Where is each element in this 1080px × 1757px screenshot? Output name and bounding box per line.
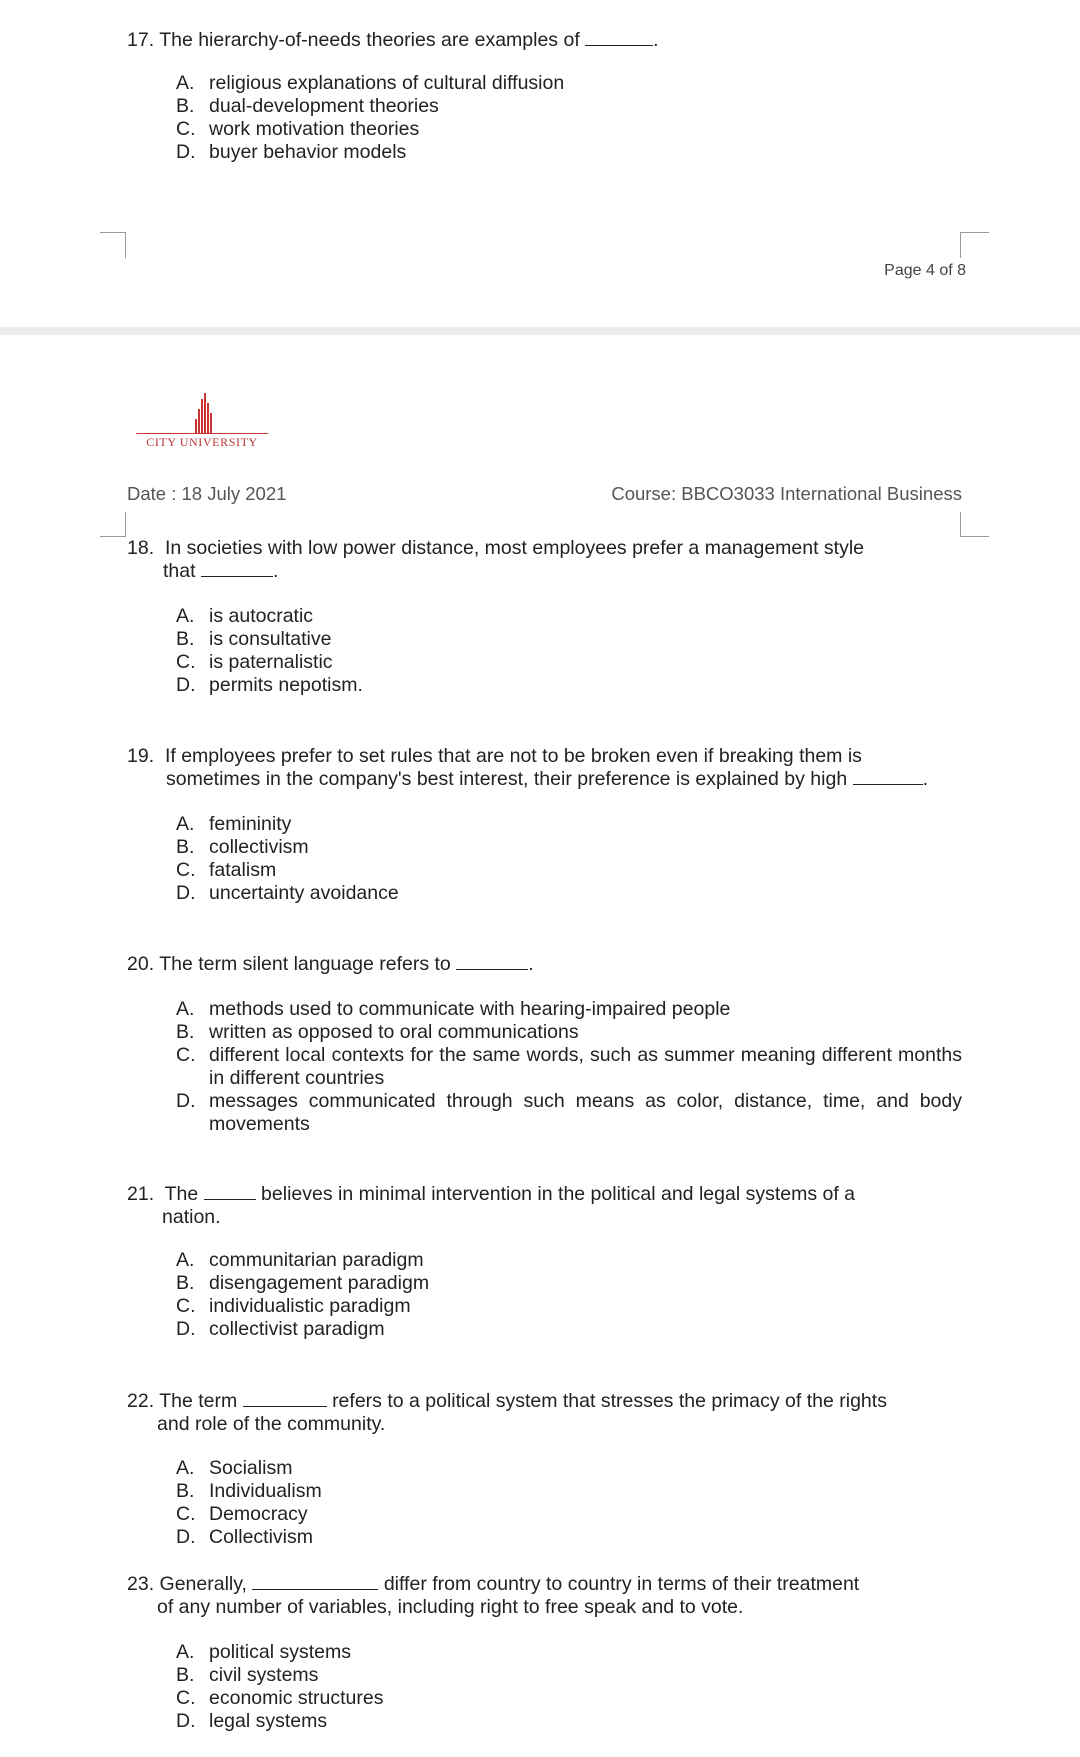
question-text-cont: sometimes in the company's best interest, their preference is explained by high (166, 768, 848, 790)
option-d: D. messages communicated through such means as color, distance, time, and body movements (176, 1090, 962, 1135)
question-text-end: . (528, 953, 534, 975)
question-number: 20. (127, 953, 155, 975)
option-b: B. disengagement paradigm (176, 1272, 430, 1294)
question-stem (127, 29, 965, 52)
question-text-cont: that (163, 560, 196, 582)
question-text: The hierarchy-of-needs theories are examples of (159, 29, 580, 51)
option-d: D. permits nepotism. (176, 674, 363, 696)
logo-text: CITY UNIVERSITY (136, 433, 268, 450)
page-header (127, 483, 962, 505)
answer-blank (201, 560, 273, 577)
question-20 (127, 953, 965, 1136)
option-a: A. religious explanations of cultural diffusion (176, 72, 565, 94)
exam-date: Date : 18 July 2021 (127, 483, 287, 504)
option-b: B. dual-development theories (176, 95, 439, 117)
option-c: C. fatalism (176, 859, 277, 881)
page-number: Page 4 of 8 (884, 262, 966, 279)
crop-mark-bottom-left (100, 232, 126, 258)
question-text-after: believes in minimal intervention in the political and legal systems of a (261, 1183, 856, 1205)
logo-tower-icon (193, 393, 213, 433)
question-19 (127, 745, 965, 905)
option-c: C. Democracy (176, 1503, 308, 1525)
option-a: A. Socialism (176, 1457, 293, 1479)
option-a: A. methods used to communicate with hearing-impaired people (176, 998, 731, 1020)
option-d: D. collectivist paradigm (176, 1318, 385, 1340)
answer-blank (252, 1573, 378, 1590)
option-a: A. femininity (176, 813, 292, 835)
option-a: A. is autocratic (176, 605, 314, 627)
option-c: C. different local contexts for the same words, such as summer meaning different months in different countries (176, 1044, 962, 1089)
option-a: A. political systems (176, 1641, 351, 1663)
crop-mark-top-right (960, 512, 989, 537)
option-a: A. communitarian paradigm (176, 1249, 424, 1271)
answer-blank (204, 1183, 256, 1200)
question-number: 19. (127, 745, 155, 767)
option-c: C. economic structures (176, 1687, 384, 1709)
question-stem (127, 1183, 965, 1229)
question-text: If employees prefer to set rules that are not to be broken even if breaking them is (164, 745, 862, 767)
question-text-end: . (272, 560, 279, 582)
answer-blank (853, 768, 923, 785)
option-c: C. individualistic paradigm (176, 1295, 411, 1317)
question-text: In societies with low power distance, most employees prefer a management style (164, 537, 865, 559)
option-b: B. Individualism (176, 1480, 322, 1502)
option-c: C. is paternalistic (176, 651, 333, 673)
question-number: 17. (127, 29, 155, 51)
question-number: 23. (127, 1573, 155, 1595)
question-text: The (164, 1183, 199, 1205)
question-stem (127, 1573, 965, 1619)
question-number: 21. (127, 1183, 155, 1205)
answer-blank (456, 953, 528, 970)
question-stem (127, 1390, 965, 1436)
question-number: 22. (127, 1390, 155, 1412)
option-d: D. legal systems (176, 1710, 328, 1732)
option-b: B. written as opposed to oral communications (176, 1021, 579, 1043)
answer-blank (243, 1390, 327, 1407)
question-stem (127, 745, 962, 768)
option-b: B. civil systems (176, 1664, 319, 1686)
question-17 (127, 29, 965, 164)
option-b: B. is consultative (176, 628, 332, 650)
question-text-cont: and role of the community. (157, 1413, 386, 1435)
option-d: D. Collectivism (176, 1526, 314, 1548)
course-name: Course: BBCO3033 International Business (611, 483, 962, 504)
option-b: B. collectivism (176, 836, 309, 858)
question-text: The term (159, 1390, 238, 1412)
question-18 (127, 537, 965, 697)
question-stem (127, 953, 965, 976)
question-21 (127, 1183, 965, 1341)
question-text-end: . (653, 29, 659, 51)
question-23 (127, 1573, 965, 1733)
option-d: D. buyer behavior models (176, 141, 407, 163)
question-text-after: refers to a political system that stresses the primacy of the rights (332, 1390, 887, 1412)
question-text: Generally, (159, 1573, 247, 1595)
question-text-cont: nation. (162, 1206, 221, 1228)
question-text-cont: of any number of variables, including right to free speak and to vote. (157, 1596, 744, 1618)
question-text-after: differ from country to country in terms of their treatment (383, 1573, 860, 1595)
option-c: C. work motivation theories (176, 118, 420, 140)
question-stem (127, 537, 965, 583)
crop-mark-bottom-right (960, 232, 989, 258)
option-d: D. uncertainty avoidance (176, 882, 399, 904)
question-text-end: . (922, 768, 929, 790)
university-logo (136, 393, 268, 451)
question-22 (127, 1390, 965, 1549)
crop-mark-top-left (100, 512, 126, 537)
question-text: The term silent language refers to (159, 953, 451, 975)
question-number: 18. (127, 537, 155, 559)
page-separator (0, 327, 1080, 335)
answer-blank (585, 29, 653, 46)
